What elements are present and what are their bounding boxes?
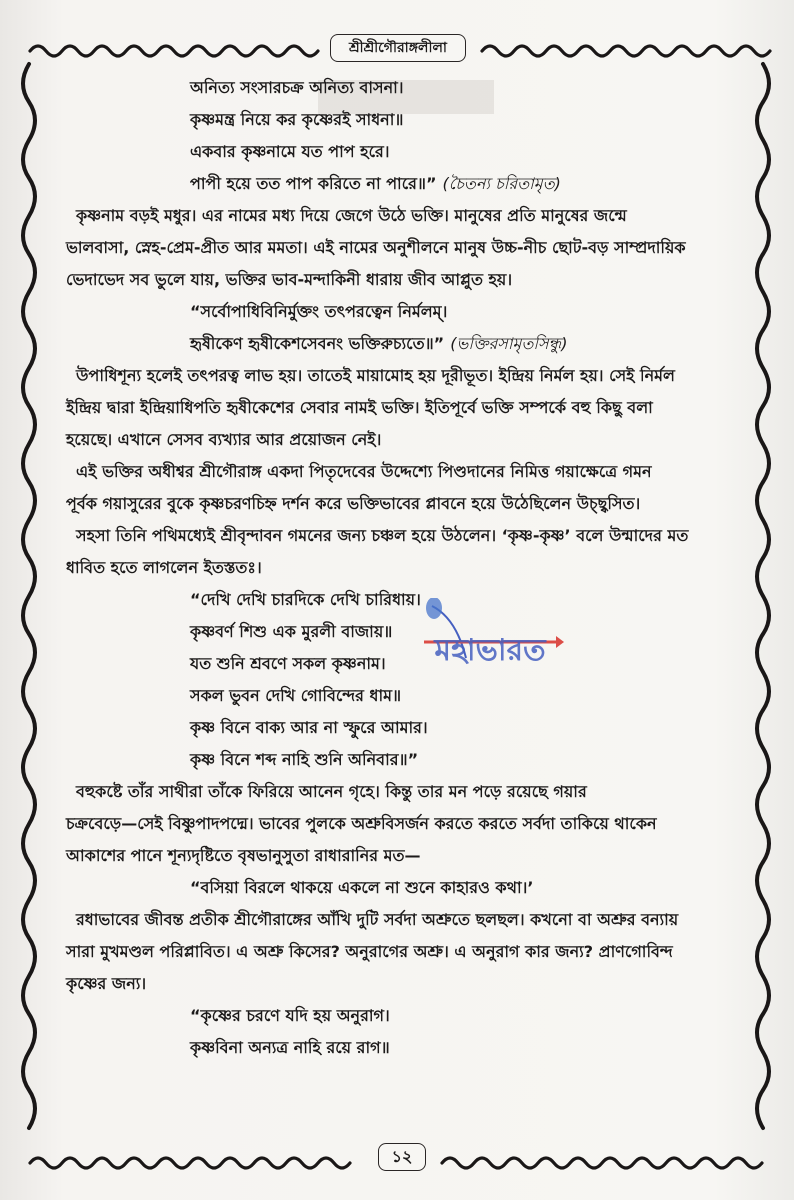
watermark-logo	[424, 598, 564, 690]
line-text: ইন্দ্রিয় দ্বারা ইন্দ্রিয়াধিপতি হৃষীকেশের সেবার নামই ভক্তি। ইতিপূর্বে ভক্তি সম্পর্কে বহু কিছু বলা	[66, 398, 653, 417]
right-ornament-border	[746, 60, 780, 1150]
verse-line	[66, 680, 732, 712]
line-text: কৃষ্ণবর্ণ শিশু এক মুরলী বাজায়॥	[190, 622, 393, 641]
verse-line	[66, 648, 732, 680]
line-text: সারা মুখমণ্ডল পরিপ্লাবিত। এ অশ্রু কিসের? অনুরাগের অশ্রু। এ অনুরাগ কার জন্য? প্রাণগোবিন্দ	[66, 942, 673, 961]
text-line	[66, 776, 732, 808]
line-text: কৃষ্ণবিনা অন্যত্র নাহি রয়ে রাগ॥	[190, 1038, 390, 1057]
watermark-text: মহাভারত	[434, 633, 546, 668]
verse-line	[66, 104, 732, 136]
line-text: কৃষ্ণের জন্য।	[66, 974, 147, 993]
text-line	[66, 552, 732, 584]
line-text: আকাশের পানে শূন্যদৃষ্টিতে বৃষভানুসুতা রাধারানির মত—	[66, 846, 421, 865]
text-line	[66, 904, 732, 936]
text-line	[66, 232, 732, 264]
running-header-title: শ্রীশ্রীগৌরাঙ্গলীলা	[349, 40, 447, 56]
line-text: ভেদাভেদ সব ভুলে যায়, ভক্তির ভাব-মন্দাকিনী ধারায় জীব আপ্লুত হয়।	[66, 270, 513, 289]
line-text: এই ভক্তির অধীশ্বর শ্রীগৌরাঙ্গ একদা পিতৃদেবের উদ্দেশ্যে পিণ্ডদানের নিমিত্ত গয়াক্ষেত্রে গমন	[76, 462, 652, 481]
line-text: কৃষ্ণমন্ত্র নিয়ে কর কৃষ্ণেরই সাধনা॥	[190, 110, 404, 129]
line-text: “কৃষ্ণের চরণে যদি হয় অনুরাগ।	[190, 1006, 390, 1025]
page-body	[66, 72, 732, 1064]
line-text: হৃষীকেণ হৃষীকেশসেবনং ভক্তিরুচ্যতে॥”	[190, 334, 445, 353]
line-text: কৃষ্ণনাম বড়ই মধুর। এর নামের মধ্য দিয়ে জেগে উঠে ভক্তি। মানুষের প্রতি মানুষের জন্মে	[76, 206, 627, 225]
line-text: যত শুনি শ্রবণে সকল কৃষ্ণনাম।	[190, 654, 386, 673]
text-line	[66, 264, 732, 296]
text-line	[66, 840, 732, 872]
verse-line	[66, 328, 732, 360]
verse-line	[66, 72, 732, 104]
verse-line	[66, 712, 732, 744]
line-text: কৃষ্ণ বিনে বাক্য আর না স্ফুরে আমার।	[190, 718, 428, 737]
text-line	[66, 360, 732, 392]
page-number-box	[378, 1143, 426, 1171]
running-header	[330, 34, 466, 62]
text-line	[66, 968, 732, 1000]
verse-line	[66, 744, 732, 776]
line-text: রধাভাবের জীবন্ত প্রতীক শ্রীগৌরাঙ্গের আঁখি দুটি সর্বদা অশ্রুতে ছলছল। কখনো বা অশ্রুর বন্যায়	[76, 910, 679, 929]
line-text: পাপী হয়ে তত পাপ করিতে না পারে॥”	[190, 174, 437, 193]
text-line	[66, 392, 732, 424]
line-text: ভালবাসা, স্নেহ-প্রেম-প্রীত আর মমতা। এই নামের অনুশীলনে মানুষ উচ্চ-নীচ ছোট-বড় সাম্প্রদায়িক	[66, 238, 686, 257]
line-text: চক্রবেড়ে—সেই বিষ্ণুপাদপদ্মে। ভাবের পুলকে অশ্রুবিসর্জন করতে করতে সর্বদা তাকিয়ে থাকেন	[66, 814, 657, 833]
verse-line	[66, 136, 732, 168]
line-text: কৃষ্ণ বিনে শব্দ নাহি শুনি অনিবার॥”	[190, 750, 419, 769]
verse-line	[66, 872, 732, 904]
verse-line	[66, 1032, 732, 1064]
line-text: একবার কৃষ্ণনামে যত পাপ হরে।	[190, 142, 390, 161]
text-line	[66, 936, 732, 968]
line-text: হয়েছে। এখানে সেসব ব্যখ্যার আর প্রয়োজন নেই।	[66, 430, 382, 449]
verse-line	[66, 296, 732, 328]
text-line	[66, 424, 732, 456]
text-line	[66, 520, 732, 552]
page-number: ১২	[391, 1146, 413, 1166]
line-text: সহসা তিনি পথিমধ্যেই শ্রীবৃন্দাবন গমনের জন্য চঞ্চল হয়ে উঠলেন। ‘কৃষ্ণ-কৃষ্ণ’ বলে উন্মাদের মত	[76, 526, 689, 545]
line-text: সকল ভুবন দেখি গোবিন্দের ধাম॥	[190, 686, 402, 705]
line-text: পূর্বক গয়াসুরের বুকে কৃষ্ণচরণচিহ্ন দর্শন করে ভক্তিভাবের প্লাবনে হয়ে উঠেছিলেন উচ্ছ্বসিত।	[66, 494, 641, 513]
verse-source: (ভক্তিরসামৃতসিন্ধু)	[450, 334, 568, 353]
verse-line	[66, 168, 732, 200]
line-text: “বসিয়া বিরলে থাকয়ে একলে না শুনে কাহারও কথা।’	[190, 878, 534, 897]
verse-line	[66, 616, 732, 648]
line-text: “সর্বোপাধিবিনির্মুক্তং তৎপরত্বেন নির্মলম্।	[190, 302, 448, 321]
line-text: উপাধিশূন্য হলেই তৎপরত্ব লাভ হয়। তাতেই মায়ামোহ হয় দূরীভূত। ইন্দ্রিয় নির্মল হয়। সেই নির্মল	[76, 366, 675, 385]
line-text: ধাবিত হতে লাগলেন ইতস্ততঃ।	[66, 558, 262, 577]
left-ornament-border	[12, 60, 46, 1150]
line-text: অনিত্য সংসারচক্র অনিত্য বাসনা।	[190, 78, 404, 97]
text-line	[66, 808, 732, 840]
line-text: “দেখি দেখি চারদিকে দেখি চারিধায়।	[190, 590, 421, 609]
text-line	[66, 456, 732, 488]
verse-line	[66, 584, 732, 616]
text-line	[66, 488, 732, 520]
verse-line	[66, 1000, 732, 1032]
verse-source: (চৈতন্য চরিতামৃত)	[442, 174, 561, 193]
line-text: বহুকষ্টে তাঁর সাথীরা তাঁকে ফিরিয়ে আনেন গৃহে। কিন্তু তার মন পড়ে রয়েছে গয়ার	[76, 782, 587, 801]
text-line	[66, 200, 732, 232]
